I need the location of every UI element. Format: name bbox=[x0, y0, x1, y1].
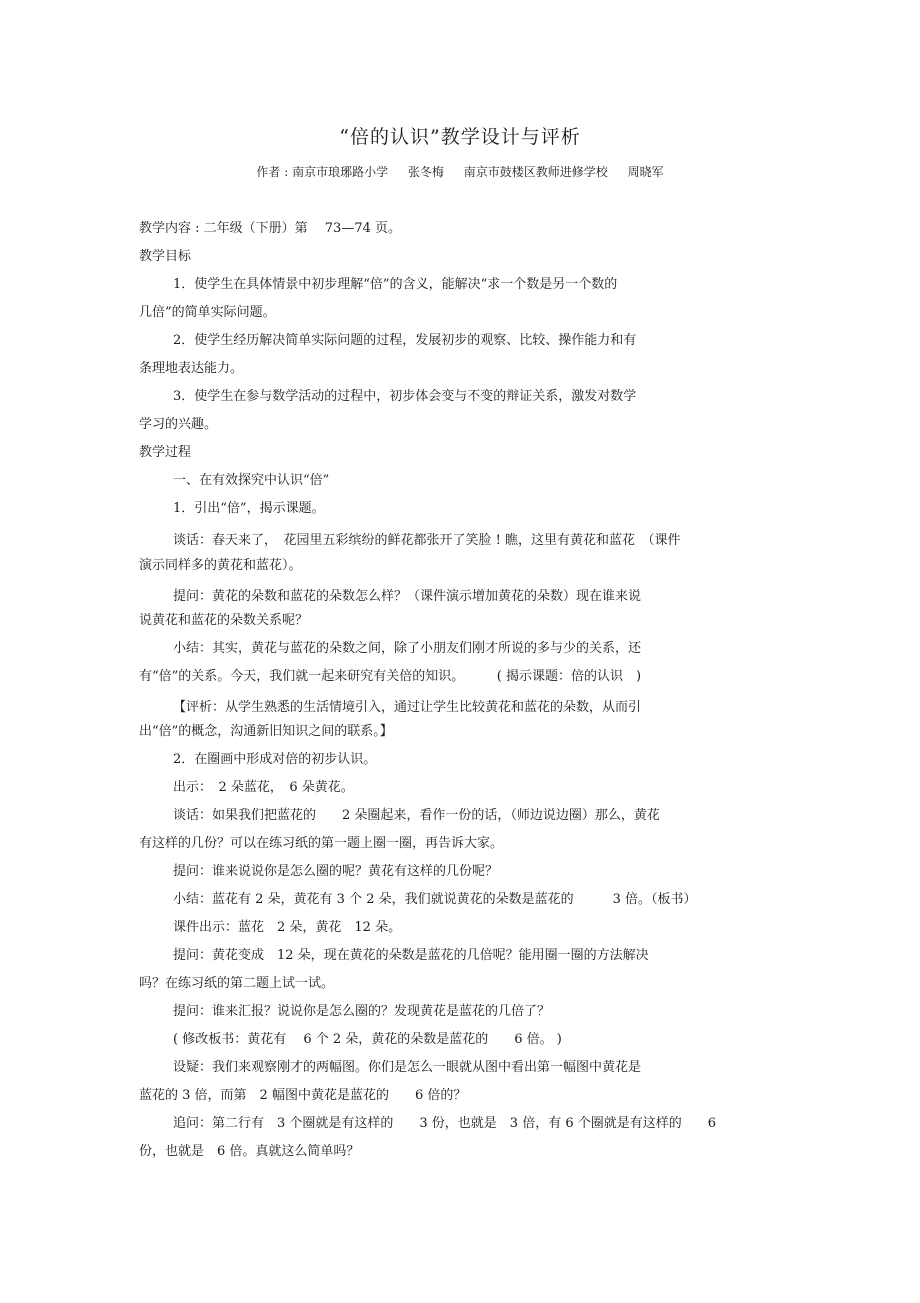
author-name-2: 周晓军 bbox=[627, 165, 664, 179]
paragraph-line: 条理地表达能力。 bbox=[139, 361, 244, 376]
author-line bbox=[0, 163, 920, 181]
paragraph-line: 学习的兴趣。 bbox=[139, 417, 218, 432]
paragraph-line: 蓝花的 3 倍，而第 2 幅图中黄花是蓝花的 6 倍的？ bbox=[139, 1088, 467, 1103]
paragraph-line: 课件出示：蓝花 2 朵，黄花 12 朵。 bbox=[173, 920, 402, 935]
paragraph-line: 有这样的几份？可以在练习纸的第一题上圈一圈，再告诉大家。 bbox=[139, 836, 504, 851]
section-heading: 教学目标 bbox=[139, 249, 192, 264]
paragraph-line: 提问：谁来汇报？说说你是怎么圈的？发现黄花是蓝花的几倍了？ bbox=[173, 1004, 551, 1019]
paragraph-line: 提问：黄花的朵数和蓝花的朵数怎么样？（课件演示增加黄花的朵数）现在谁来说 bbox=[173, 589, 642, 604]
paragraph-line: 谈话：如果我们把蓝花的 2 朵圈起来，看作一份的话，（师边说边圈）那么，黄花 bbox=[173, 808, 660, 823]
paragraph-line: ( 修改板书：黄花有 6 个 2 朵，黄花的朵数是蓝花的 6 倍。 ) bbox=[173, 1032, 562, 1047]
paragraph-line: 设疑：我们来观察刚才的两幅图。你们是怎么一眼就从图中看出第一幅图中黄花是 bbox=[173, 1060, 642, 1075]
commentary-line: 出“倍”的概念，沟通新旧知识之间的联系。】 bbox=[139, 724, 393, 739]
paragraph-line: 教学内容 : 二年级（下册）第 73—74 页。 bbox=[139, 221, 401, 236]
paragraph-line: 2．在圈画中形成对倍的初步认识。 bbox=[173, 752, 377, 767]
paragraph-line: 小结：蓝花有 2 朵，黄花有 3 个 2 朵，我们就说黄花的朵数是蓝花的 3 倍。（板书） bbox=[173, 892, 697, 907]
paragraph-line: 2．使学生经历解决简单实际问题的过程，发展初步的观察、比较、操作能力和有 bbox=[173, 333, 637, 348]
section-heading: 教学过程 bbox=[139, 445, 192, 460]
paragraph-line: 小结：其实，黄花与蓝花的朵数之间，除了小朋友们刚才所说的多与少的关系，还 bbox=[173, 641, 642, 656]
author-school-2: 南京市鼓楼区教师进修学校 bbox=[463, 165, 608, 179]
paragraph-line: 有“倍”的关系。今天，我们就一起来研究有关倍的知识。 ( 揭示课题：倍的认识 ) bbox=[139, 669, 642, 684]
paragraph-line: 提问：黄花变成 12 朵，现在黄花的朵数是蓝花的几倍呢？能用圈一圈的方法解决 bbox=[173, 948, 649, 963]
paragraph-line: 说黄花和蓝花的朵数关系呢？ bbox=[139, 613, 309, 628]
paragraph-line: 3．使学生在参与数学活动的过程中，初步体会变与不变的辩证关系，激发对数学 bbox=[173, 389, 637, 404]
paragraph-line: 一、在有效探究中认识“倍” bbox=[173, 473, 330, 488]
author-school-1: 作者 : 南京市琅琊路小学 bbox=[256, 165, 389, 179]
paragraph-line: 谈话：春天来了， 花园里五彩缤纷的鲜花都张开了笑脸 ! 瞧，这里有黄花和蓝花 （课件 bbox=[173, 533, 681, 548]
paragraph-line: 追问：第二行有 3 个圈就是有这样的 3 份，也就是 3 倍，有 6 个圈就是有这样的 6 bbox=[173, 1116, 717, 1131]
commentary-line: 【评析：从学生熟悉的生活情境引入，通过让学生比较黄花和蓝花的朵数，从而引 bbox=[173, 700, 642, 715]
author-name-1: 张冬梅 bbox=[407, 165, 444, 179]
paragraph-line: 1．使学生在具体情景中初步理解“倍”的含义，能解决“求一个数是另一个数的 bbox=[173, 277, 618, 292]
paragraph-line: 份，也就是 6 倍。真就这么简单吗？ bbox=[139, 1144, 360, 1159]
paragraph-line: 出示： 2 朵蓝花， 6 朵黄花。 bbox=[173, 780, 354, 795]
paragraph-line: 1．引出“倍”，揭示课题。 bbox=[173, 501, 325, 516]
paragraph-line: 提问：谁来说说你是怎么圈的呢？黄花有这样的几份呢？ bbox=[173, 864, 499, 879]
page-title: “倍的认识”教学设计与评析 bbox=[339, 126, 581, 148]
paragraph-line: 演示同样多的黄花和蓝花）。 bbox=[139, 558, 302, 573]
paragraph-line: 几倍”的简单实际问题。 bbox=[139, 305, 276, 320]
paragraph-line: 吗？在练习纸的第二题上试一试。 bbox=[139, 976, 335, 991]
